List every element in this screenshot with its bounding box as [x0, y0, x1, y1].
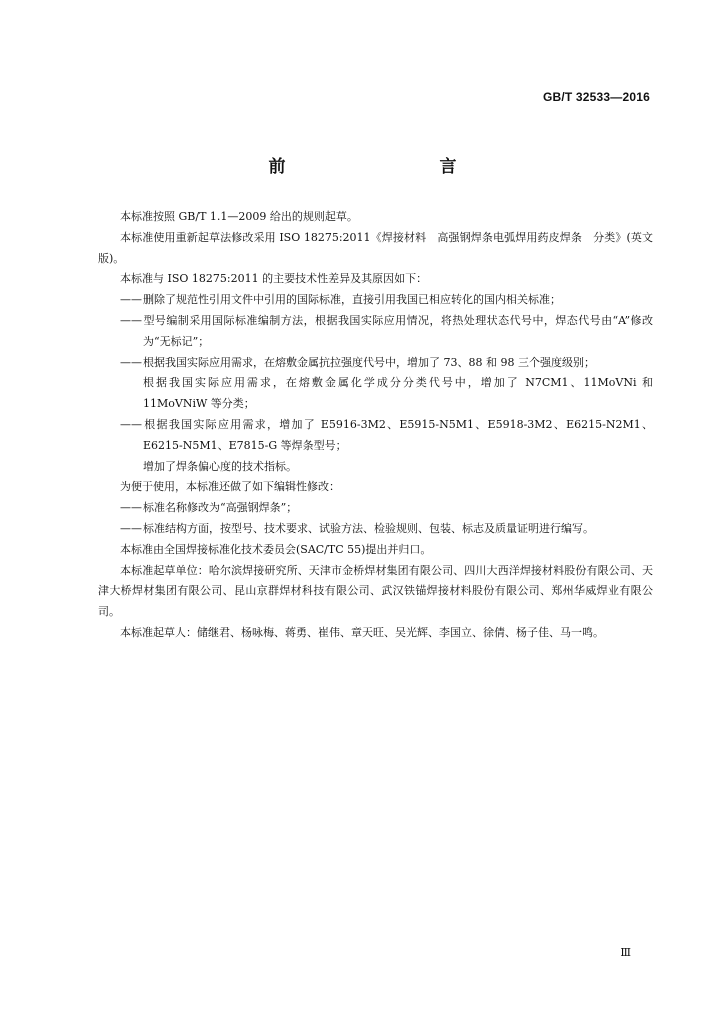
page-title: 前 言: [268, 157, 497, 177]
list-dash: ——: [120, 521, 142, 535]
list-dash: ——: [120, 313, 142, 327]
list-item: [98, 519, 653, 540]
list-dash: ——: [120, 293, 142, 307]
list-item-text: 根据我国实际应用需求，增加了 E5916-3M2、E5915-N5M1、E5918-3M2、E6215-N2M1、E6215-N5M1、E7815-G 等焊条型号；: [143, 417, 653, 452]
list-dash: ——: [120, 417, 142, 431]
list-item: [98, 311, 653, 353]
foreword-body: [98, 207, 653, 644]
list-item-text: 标准名称修改为“高强钢焊条”；: [143, 501, 298, 515]
list-item-text: 根据我国实际应用需求，在熔敷金属抗拉强度代号中，增加了 73、88 和 98 三个强度级别；: [143, 355, 595, 369]
list-dash: ——: [120, 355, 142, 369]
paragraph-drafting-units: 本标准起草单位：哈尔滨焊接研究所、天津市金桥焊材集团有限公司、四川大西洋焊接材料股份有限公司、天津大桥焊材集团有限公司、昆山京群焊材科技有限公司、武汉铁锚焊接材料股份有限公司、郑州华威焊业有限公司。: [98, 563, 653, 619]
paragraph-drafters: 本标准起草人：储继君、杨咏梅、蒋勇、崔伟、章天旺、吴光辉、李国立、徐倩、杨子佳、马一鸣。: [120, 625, 604, 639]
paragraph-differences-intro: 本标准与 ISO 18275:2011 的主要技术性差异及其原因如下：: [120, 272, 428, 286]
page-number: Ⅲ: [620, 946, 631, 959]
list-item: [98, 290, 653, 311]
list-dash: ——: [120, 501, 142, 515]
list-item: [98, 353, 653, 374]
list-sub-item: 增加了焊条偏心度的技术指标。: [143, 459, 297, 473]
paragraph-adoption: 本标准使用重新起草法修改采用 ISO 18275:2011《焊接材料 高强钢焊条电弧焊用药皮焊条 分类》(英文版)。: [98, 230, 653, 265]
list-item-text: 型号编制采用国际标准编制方法，根据我国实际应用情况，将热处理状态代号中，焊态代号由“A”修改为“无标记”；: [143, 313, 653, 348]
paragraph-proposer: 本标准由全国焊接标准化技术委员会(SAC/TC 55)提出并归口。: [120, 542, 432, 556]
list-sub-item: 根据我国实际应用需求，在熔敷金属化学成分分类代号中，增加了 N7CM1、11MoVNi 和 11MoVNiW 等分类；: [143, 376, 653, 411]
list-item-text: 标准结构方面，按型号、技术要求、试验方法、检验规则、包装、标志及质量证明进行编写。: [143, 521, 594, 535]
paragraph-drafting-rules: 本标准按照 GB/T 1.1—2009 给出的规则起草。: [120, 210, 358, 223]
list-item-text: 删除了规范性引用文件中引用的国际标准，直接引用我国已相应转化的国内相关标准；: [143, 293, 561, 307]
list-item: [98, 415, 653, 457]
list-item: [98, 498, 653, 519]
paragraph-editorial-intro: 为便于使用，本标准还做了如下编辑性修改：: [120, 480, 340, 494]
standard-code: GB/T 32533—2016: [542, 90, 650, 104]
